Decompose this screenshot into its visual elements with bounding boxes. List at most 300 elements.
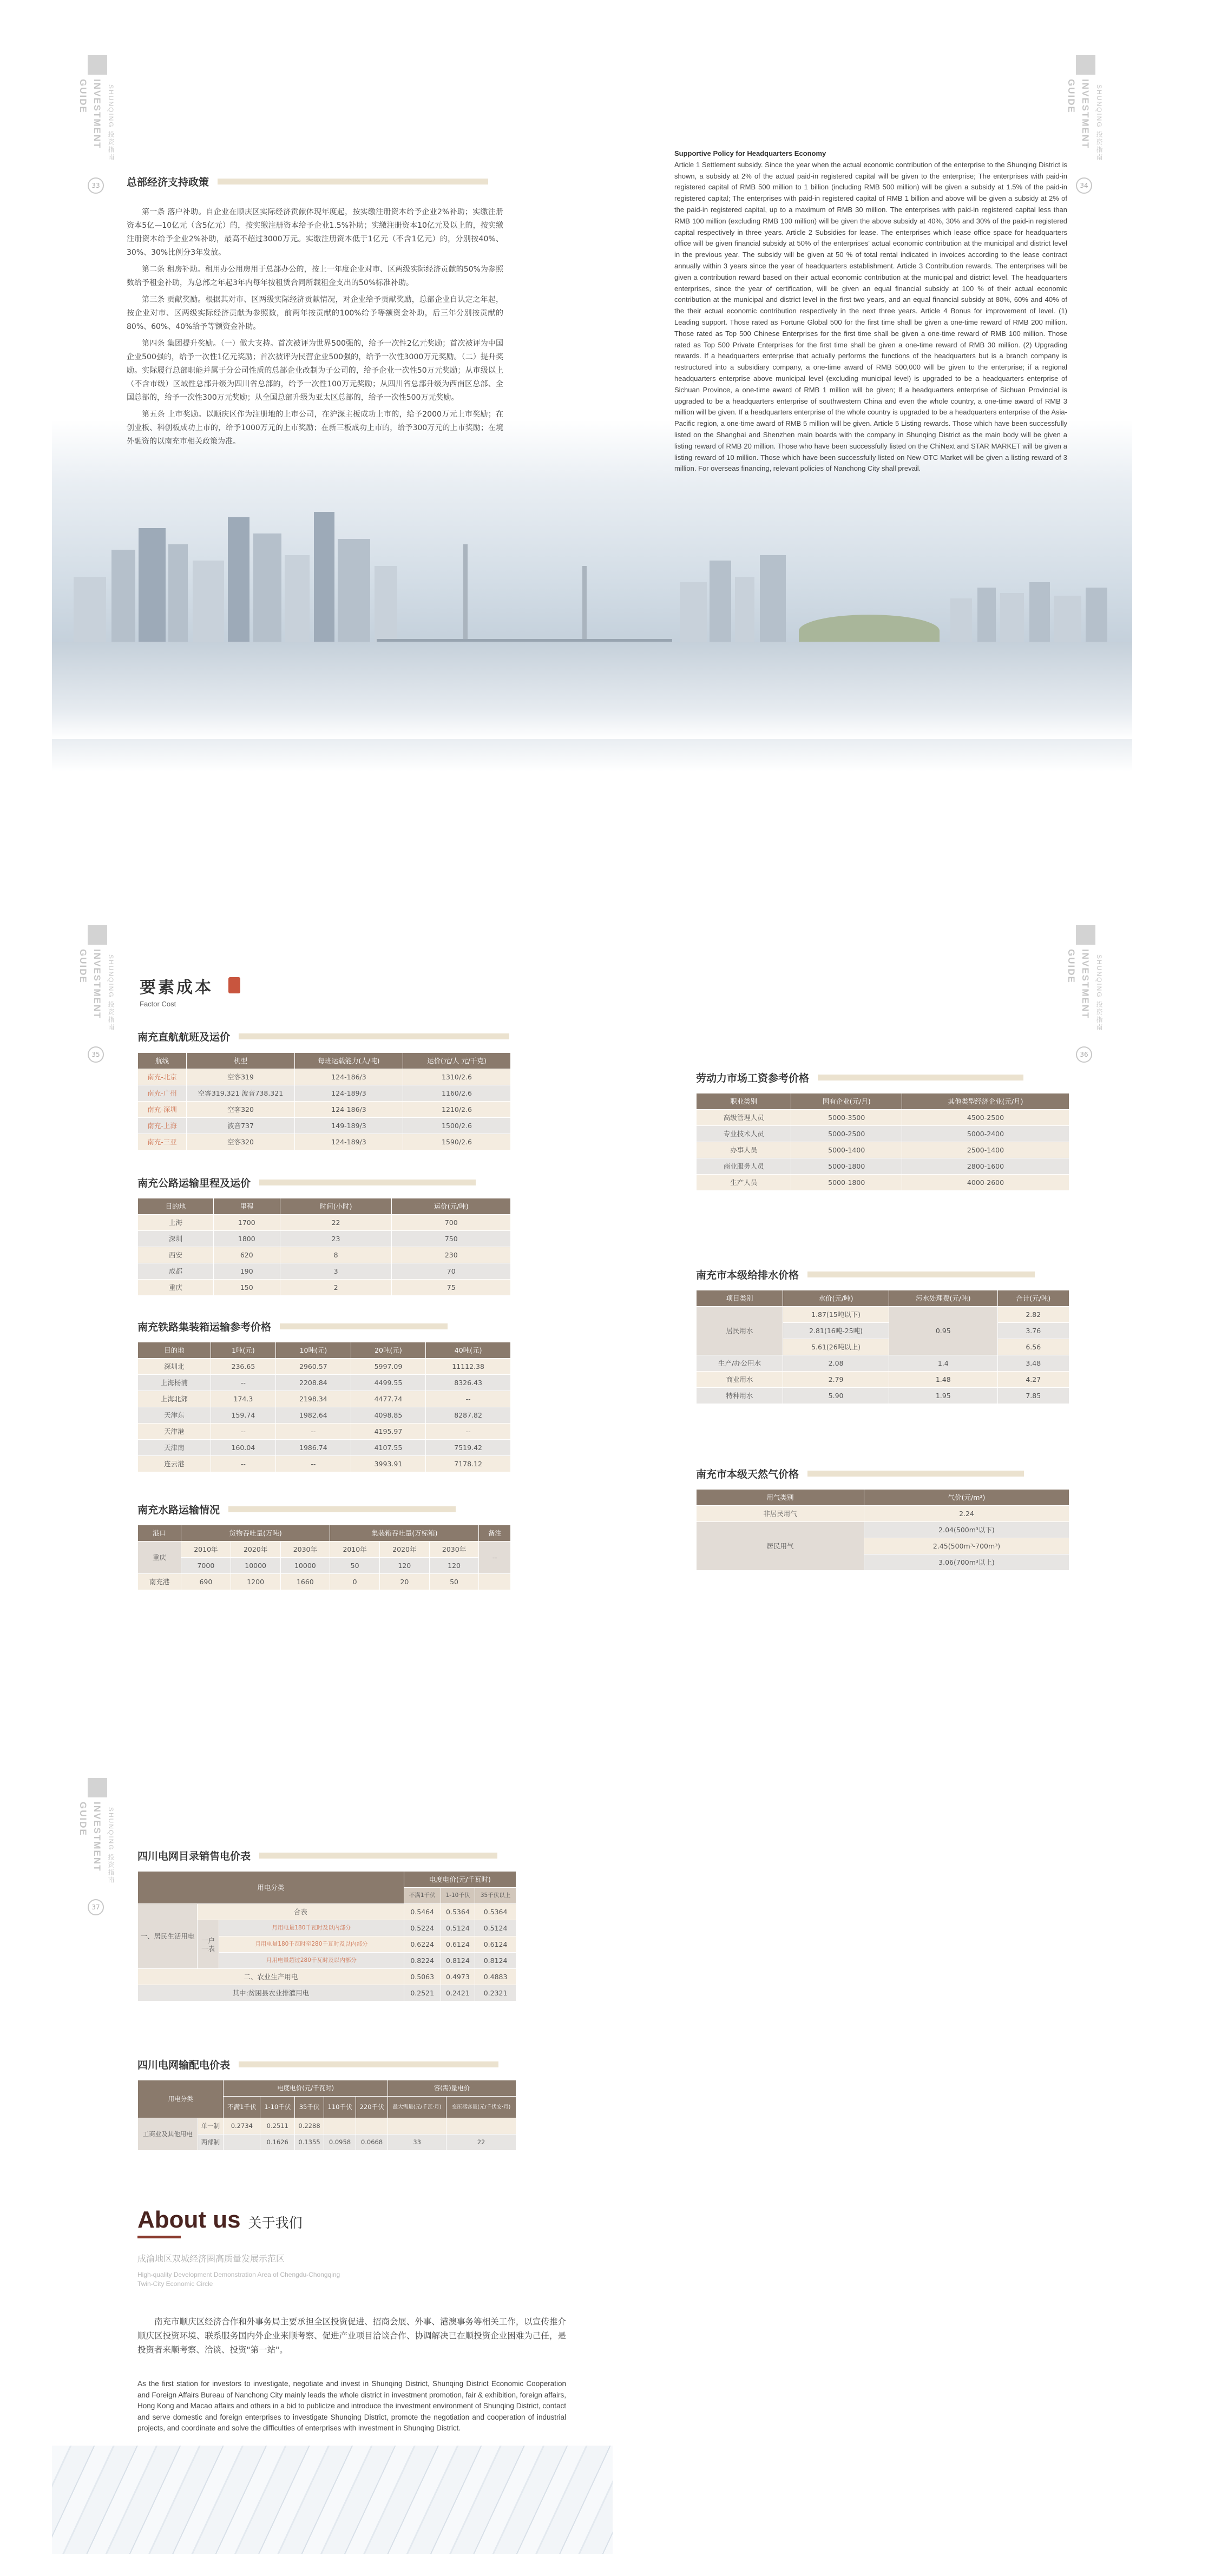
table-cell: 上海北郊 <box>138 1391 211 1407</box>
table-cell: 空客320 <box>187 1102 295 1118</box>
table-cell: 0.2511 <box>260 2118 295 2134</box>
page-number: 36 <box>1076 1046 1092 1063</box>
table-cell: 230 <box>392 1247 511 1263</box>
table-header: 国有企业(元/月) <box>791 1093 902 1110</box>
about-title-cn: 关于我们 <box>248 2216 303 2231</box>
table-row <box>697 1506 1069 1522</box>
table-row <box>138 1069 511 1085</box>
table-cell: 7000 <box>181 1558 231 1574</box>
water-price-table <box>696 1290 1069 1404</box>
table-header: 里程 <box>213 1198 280 1215</box>
table-row <box>138 1574 511 1590</box>
table-cell: 深圳北 <box>138 1359 211 1375</box>
table-cell: 750 <box>392 1231 511 1247</box>
factor-cost-heading: 要素成本 <box>140 978 213 997</box>
side-label-cn: SHUNQING 投资指南 <box>107 954 115 1032</box>
table-cell: 两部制 <box>198 2134 224 2151</box>
section-title <box>127 174 488 189</box>
table-cell: 合表 <box>198 1904 404 1920</box>
table-cell: 特种用水 <box>697 1388 783 1404</box>
table-cell: 西安 <box>138 1247 214 1263</box>
table-cell: 天津南 <box>138 1440 211 1456</box>
table-row <box>138 1904 516 1920</box>
table-cell: 南充-深圳 <box>138 1102 187 1118</box>
table-header: 用气类别 <box>697 1490 864 1506</box>
table-cell: 4477.74 <box>351 1391 426 1407</box>
table-header: 1-10千伏 <box>260 2097 295 2118</box>
table-cell: -- <box>211 1375 275 1391</box>
labor-wage-table <box>696 1093 1069 1191</box>
table-cell: 0.6224 <box>404 1936 441 1953</box>
side-label: INVESTMENT GUIDE <box>78 1802 102 1872</box>
title-underline <box>259 1853 497 1859</box>
table-cell: 4499.55 <box>351 1375 426 1391</box>
section-title-text: 劳动力市场工资参考价格 <box>696 1072 810 1084</box>
table-row <box>697 1126 1069 1142</box>
table-row <box>697 1372 1069 1388</box>
policy-title-en: Supportive Policy for Headquarters Economy <box>674 149 826 157</box>
table-cell: 1.87(15吨以下) <box>783 1307 889 1323</box>
table-header: 航线 <box>138 1053 187 1069</box>
table-header: 目的地 <box>138 1342 211 1359</box>
table-cell: 8287.82 <box>426 1407 511 1424</box>
table-cell: 0.6124 <box>475 1936 516 1953</box>
table-cell: 0.2321 <box>475 1985 516 2001</box>
table-cell: 3.76 <box>997 1323 1069 1339</box>
table-header: 目的地 <box>138 1198 214 1215</box>
side-label: INVESTMENT GUIDE <box>1066 949 1091 1019</box>
table-header: 1吨(元) <box>211 1342 275 1359</box>
table-cell: -- <box>426 1391 511 1407</box>
about-title <box>137 2206 303 2234</box>
table-cell: 0.4973 <box>441 1969 475 1985</box>
table-cell: 1590/2.6 <box>403 1134 511 1150</box>
side-label-cn: SHUNQING 投资指南 <box>1095 84 1103 162</box>
table-header: 220千伏 <box>356 2097 388 2118</box>
table-cell: 重庆 <box>138 1280 214 1296</box>
table-cell: 5.90 <box>783 1388 889 1404</box>
table-cell: 4195.97 <box>351 1424 426 1440</box>
table-cell: 0.5364 <box>475 1904 516 1920</box>
factor-cost-subheading: Factor Cost <box>140 1000 176 1008</box>
table-header: 运价(元/人 元/千克) <box>403 1053 511 1069</box>
table-cell: 50 <box>429 1574 479 1590</box>
table-cell: 月用电量180千瓦时至280千瓦时及以内部分 <box>219 1936 404 1953</box>
table-cell: 0.5364 <box>441 1904 475 1920</box>
table-cell: 124-189/3 <box>295 1134 403 1150</box>
table-cell: 2020年 <box>379 1541 429 1558</box>
table-cell: 月用电量180千瓦时及以内部分 <box>219 1920 404 1936</box>
table-row <box>697 1522 1069 1538</box>
section-title-text: 总部经济支持政策 <box>127 176 209 188</box>
table-cell: 1310/2.6 <box>403 1069 511 1085</box>
side-tab-marker <box>88 925 107 945</box>
table-cell: 22 <box>280 1215 392 1231</box>
table-header: 备注 <box>479 1525 511 1541</box>
table-cell: 7178.12 <box>426 1456 511 1472</box>
seal-icon <box>228 977 240 993</box>
table-row <box>138 1407 511 1424</box>
table-cell: 1800 <box>213 1231 280 1247</box>
table-cell: 非居民用气 <box>697 1506 864 1522</box>
table-cell: 1660 <box>280 1574 330 1590</box>
table-cell: 23 <box>280 1231 392 1247</box>
table-cell: 工商业及其他用电 <box>138 2118 198 2151</box>
table-cell: 124-186/3 <box>295 1069 403 1085</box>
table-cell: 商业服务人员 <box>697 1158 791 1175</box>
side-tab-marker <box>88 55 107 75</box>
table-cell: -- <box>426 1424 511 1440</box>
table-cell: 0.8224 <box>404 1953 441 1969</box>
table-header: 电度电价(元/千瓦时) <box>404 1872 516 1888</box>
table-cell: 上海杨浦 <box>138 1375 211 1391</box>
table-cell: 2030年 <box>429 1541 479 1558</box>
table-cell: 11112.38 <box>426 1359 511 1375</box>
section-title <box>137 1319 448 1334</box>
table-cell: 8 <box>280 1247 392 1263</box>
side-label: INVESTMENT GUIDE <box>1066 79 1091 149</box>
table-cell: 4.27 <box>997 1372 1069 1388</box>
table-header: 运价(元/吨) <box>392 1198 511 1215</box>
table-row <box>138 1541 511 1558</box>
table-cell: 一、居民生活用电 <box>138 1904 198 1969</box>
table-cell: 0.6124 <box>441 1936 475 1953</box>
table-cell: 办事人员 <box>697 1142 791 1158</box>
table-row <box>138 1456 511 1472</box>
table-row <box>138 1424 511 1440</box>
table-row <box>138 1247 511 1263</box>
table-row <box>138 1118 511 1134</box>
table-cell: 70 <box>392 1263 511 1280</box>
side-tab-marker <box>1076 925 1095 945</box>
about-title-en: About us <box>137 2206 241 2233</box>
table-cell: 南充-广州 <box>138 1085 187 1102</box>
table-cell: 上海 <box>138 1215 214 1231</box>
table-cell: 2010年 <box>330 1541 380 1558</box>
table-header: 20吨(元) <box>351 1342 426 1359</box>
table-cell: 3993.91 <box>351 1456 426 1472</box>
table-cell: 0.1355 <box>295 2134 324 2151</box>
table-cell: 5000-1800 <box>791 1175 902 1191</box>
table-header: 不满1千伏 <box>224 2097 260 2118</box>
table-header: 水价(元/吨) <box>783 1290 889 1307</box>
section-title-text: 四川电网输配电价表 <box>137 2059 231 2071</box>
title-underline <box>259 1180 476 1185</box>
section-title <box>696 1466 1024 1481</box>
table-cell: 重庆 <box>138 1541 181 1574</box>
policy-paragraph: 第二条 租房补助。租用办公用房用于总部办公的，按上一年度企业对市、区两级实际经济贡献的50%为参照数给予租金补助，为总部之年起3年内每年按租赁合同所载租金支出的50%标准补助。 <box>127 265 503 287</box>
table-row <box>138 1134 511 1150</box>
table-cell: 33 <box>388 2134 446 2151</box>
table-header: 气价(元/m³) <box>864 1490 1069 1506</box>
table-cell: 150 <box>213 1280 280 1296</box>
section-title-text: 南充市本级给排水价格 <box>696 1269 799 1281</box>
table-cell: 其中:贫困县农业排灌用电 <box>138 1985 404 2001</box>
table-row <box>138 1231 511 1247</box>
table-header: 合计(元/吨) <box>997 1290 1069 1307</box>
section-title-text: 南充直航航班及运价 <box>137 1031 231 1043</box>
table-cell: 南充-上海 <box>138 1118 187 1134</box>
table-cell: 1.48 <box>889 1372 998 1388</box>
factor-cost-spread <box>52 866 1132 1623</box>
title-underline <box>239 1033 509 1039</box>
table-cell: 2.04(500m³以下) <box>864 1522 1069 1538</box>
gas-price-table <box>696 1489 1069 1571</box>
table-cell: 空客319 <box>187 1069 295 1085</box>
table-cell: 0.5124 <box>441 1920 475 1936</box>
table-row <box>138 1558 511 1574</box>
title-underline <box>807 1471 1024 1477</box>
table-header: 用电分类 <box>138 1872 404 1904</box>
table-header: 职业类别 <box>697 1093 791 1110</box>
section-title <box>696 1267 1035 1282</box>
table-cell: 居民用气 <box>697 1522 864 1571</box>
side-label: INVESTMENT GUIDE <box>78 79 102 149</box>
table-row <box>697 1175 1069 1191</box>
section-title <box>137 1175 476 1190</box>
about-body-en: As the first station for investors to investigate, negotiate and invest in Shunqing District, Shunqing District Economic Cooperation and Foreign Affairs Bureau of Nanchong City mainly leads the whole district in investment promotion, fair & exhibition, foreign affairs, Hong Kong and Macao affairs and others in a bid to publicize and introduce the investment environment of Shunqing District, contact and serve domestic and foreign enterprises to investigate Shunqing District, promote the negotiation and cooperation of industrial projects, and coordinate and solve the difficulties of enterprises with investment in Shunqing District. <box>137 2380 566 2432</box>
table-cell: 690 <box>181 1574 231 1590</box>
table-header: 变压器容量(元/千伏安·月) <box>446 2097 516 2118</box>
table-row <box>138 1085 511 1102</box>
table-cell: 0.0668 <box>356 2134 388 2151</box>
table-cell: 3 <box>280 1263 392 1280</box>
table-row <box>138 1440 511 1456</box>
table-header: 容(需)量电价 <box>388 2080 516 2097</box>
table-cell: 3.48 <box>997 1355 1069 1372</box>
table-cell: 4107.55 <box>351 1440 426 1456</box>
section-title <box>137 1029 509 1044</box>
table-header: 其他类型经济企业(元/月) <box>902 1093 1069 1110</box>
policy-text-en: Article 1 Settlement subsidy. Since the year when the actual economic contribution of the enterprise to the Shunqing District is shown, a subsidy at 2% of the actual paid-in registered capital will be given to the enterprise; The enterprises with paid-in registered capital of RMB 500 million to 1 billion (including RMB 500 million) will be given a subsidy at 1.5% of the paid-in registered capital; The enterprises with paid-in registered capital of RMB 1 billion and above will be given a subsidy at 2% of the paid-in registered capital, up to a maximum of RMB 30 million. The enterprises with paid-in registered capital less than RMB 100 million (excluding RMB 100 million) will be given the above subsidy at 40%, 30% and 30% of the paid-in registered capital respectively in three years. Article 2 Subsidies for lease. The enterprises which lease office space for headquarters office will be given financial subsidy at 50% of the enterprises' actual economic contribution at the municipal and district level in the previous year. The subsidy will be given at 50 % of total rental indicated in invoices according to the lease contract annually within 3 years since the year of headquarters establishment. Article 3 Contribution rewards. The enterprises will be given a contribution reward based on their actual economic contribution at the municipal and district level. The headquarters enterprises, since the year of certification, will be given an equal financial subsidy at 100 % of their actual economic contribution at the municipal and district level in the first two years, and an equal financial subsidy at 80%, 60% and 40% of the their actual economic contribution respectively in the next three years. Article 4 Bonus for improvement of level. (1) Leading support. Those rated as Fortune Global 500 for the first time shall be given a one-time reward of RMB 200 million. Those rated as Top 500 Chinese Enterprises for the first time shall be given a one-time reward of RMB 100 million. Those rated as Top 500 Private Enterprises for the first time shall be given a one-time reward of RMB 30 million. (2) Upgrading rewards. If a headquarters enterprise that actually performs the functions of the headquarters but is a branch company is restructured into a subsidiary company, a one-time award of RMB 500,000 will be given to the enterprise; if a regional headquarters enterprise above municipal level (excluding municipal level) is upgraded to be a headquarters enterprise of Sichuan Province, a one-time award of RMB 1 million will be given; If a headquarters enterprise of Sichuan Provincial is upgraded to be a headquarters enterprise of southwestern China and even the whole country, a one-time award of RMB 3 million will be given. If a headquarters enterprise of the whole country is upgraded to be a headquarters enterprise of the Asia-Pacific region, a one-time award of RMB 5 million will be given. Article 5 Listing rewards. Those which have been successfully listed on the Shanghai and Shenzhen main boards with the company in Shunqing District as the main body will be given a listing reward of RMB 20 million. Those who have been successfully listed on the ChiNext and STAR MARKET will be given a listing reward of 10 million. Those which have been successfully listed on New OTC Market will be given a listing reward of 3 million. For overseas financing, relevant policies of Nanchong City shall prevail. <box>674 160 1067 473</box>
table-cell: 236.65 <box>211 1359 275 1375</box>
table-cell: 0.2521 <box>404 1985 441 2001</box>
table-header: 时间(小时) <box>280 1198 392 1215</box>
table-cell <box>324 2118 356 2134</box>
table-row <box>697 1110 1069 1126</box>
title-underline <box>218 179 488 185</box>
electricity-about-page <box>52 1726 613 2538</box>
table-cell: 空客319.321 波音738.321 <box>187 1085 295 1102</box>
table-cell: 0.4883 <box>475 1969 516 1985</box>
table-cell: 1.95 <box>889 1388 998 1404</box>
table-header: 集装箱吞吐量(万标箱) <box>330 1525 479 1541</box>
table-cell: 2 <box>280 1280 392 1296</box>
table-cell: -- <box>211 1424 275 1440</box>
table-header: 40吨(元) <box>426 1342 511 1359</box>
table-cell: 1160/2.6 <box>403 1085 511 1102</box>
table-cell <box>388 2118 446 2134</box>
table-cell: 2010年 <box>181 1541 231 1558</box>
title-underline <box>280 1323 448 1329</box>
table-cell: 南充港 <box>138 1574 181 1590</box>
table-cell: 0.0958 <box>324 2134 356 2151</box>
table-cell: 6.56 <box>997 1339 1069 1355</box>
table-header: 机型 <box>187 1053 295 1069</box>
table-row <box>138 1215 511 1231</box>
table-cell: 2960.57 <box>276 1359 351 1375</box>
title-underline <box>239 2061 498 2067</box>
table-cell: 天津东 <box>138 1407 211 1424</box>
table-cell: 生产人员 <box>697 1175 791 1191</box>
table-row <box>138 1391 511 1407</box>
table-cell: 0.2288 <box>295 2118 324 2134</box>
table-cell: 连云港 <box>138 1456 211 1472</box>
table-cell: 波音737 <box>187 1118 295 1134</box>
about-underline <box>137 2236 181 2238</box>
table-cell: 南充-三亚 <box>138 1134 187 1150</box>
table-cell: -- <box>276 1456 351 1472</box>
policy-paragraph: 第四条 集团提升奖励。（一）做大支持。首次被评为世界500强的，给予一次性2亿元奖励；首次被评为中国企业500强的，给予一次性1亿元奖励；首次被评为民营企业500强的，给予一次性3000万元奖励。（二）提升奖励。实际履行总部职能并属于分公司性质的总部企业改制为子公司的，给予企业一次性50万元奖励；从市级以上（不含市级）区域性总部升级为四川省总部的，给予一次性100万元奖励；从四川省总部升级为西南区总部、全国总部的，给予一次性300万元奖励；从全国总部升级为亚太区总部的，给予一次性500万元奖励。 <box>127 339 503 402</box>
policy-body-en <box>674 148 1067 475</box>
table-header: 1-10千伏 <box>441 1888 475 1904</box>
policy-paragraph: 第一条 落户补助。自企业在顺庆区实际经济贡献体现年度起，按实缴注册资本给予企业2%补助；实缴注册资本5亿—10亿元（含5亿元）的，按实缴注册资本给予企业1.5%补助；实缴注册资本10亿元及以上的，按实缴注册资本给予企业2%补助，最高不超过3000万元。实缴注册资本低于1亿元（不含1亿元）的，分别按40%、30%、30%比例分3年发放。 <box>127 208 503 257</box>
section-title <box>137 2057 498 2072</box>
table-header: 电度电价(元/千瓦时) <box>224 2080 388 2097</box>
table-row <box>697 1142 1069 1158</box>
table-cell: 190 <box>213 1263 280 1280</box>
table-cell: 22 <box>446 2134 516 2151</box>
table-header: 35千伏以上 <box>475 1888 516 1904</box>
table-cell: 3.06(700m³以上) <box>864 1554 1069 1571</box>
title-underline <box>807 1271 1035 1277</box>
table-cell: 124-186/3 <box>295 1102 403 1118</box>
table-cell: 高级管理人员 <box>697 1110 791 1126</box>
table-cell: 0 <box>330 1574 380 1590</box>
table-cell: 二、农业生产用电 <box>138 1969 404 1985</box>
table-cell: 0.2734 <box>224 2118 260 2134</box>
table-row <box>138 1263 511 1280</box>
table-cell: 149-189/3 <box>295 1118 403 1134</box>
table-cell: 2.24 <box>864 1506 1069 1522</box>
policy-paragraph: 第三条 贡献奖励。根据其对市、区两级实际经济贡献情况，对企业给予贡献奖励，总部企业自认定之年起，按企业对市、区两级实际经济贡献为参照数，前两年按贡献的100%给予等额资金补助，后三年分别按贡献的80%、60%、40%给予等额资金补助。 <box>127 295 503 331</box>
electricity-sales-table <box>137 1871 516 2001</box>
table-header: 用电分类 <box>138 2080 224 2118</box>
table-cell <box>356 2118 388 2134</box>
section-title-text: 南充公路运输里程及运价 <box>137 1177 251 1189</box>
table-row <box>138 1280 511 1296</box>
table-cell: 0.8124 <box>441 1953 475 1969</box>
table-cell: 2.08 <box>783 1355 889 1372</box>
page-number: 34 <box>1076 177 1092 194</box>
table-cell: 空客320 <box>187 1134 295 1150</box>
section-title <box>137 1502 456 1517</box>
table-cell: 50 <box>330 1558 380 1574</box>
table-cell: 南充-北京 <box>138 1069 187 1085</box>
table-cell: 1700 <box>213 1215 280 1231</box>
table-row <box>697 1388 1069 1404</box>
table-cell: 620 <box>213 1247 280 1263</box>
table-cell: 159.74 <box>211 1407 275 1424</box>
side-label-cn: SHUNQING 投资指南 <box>107 1807 115 1885</box>
about-body-cn: 南充市顺庆区经济合作和外事务局主要承担全区投资促进、招商会展、外事、港澳事务等相关工作，以宣传推介顺庆区投资环境、联系服务国内外企业来顺考察、促进产业项目洽谈合作、协调解决已在顺投资企业困难为己任，是投资者来顺考察、洽谈、投资"第一站"。 <box>137 2317 566 2355</box>
table-cell: 5000-3500 <box>791 1110 902 1126</box>
table-row <box>138 1102 511 1118</box>
section-title-text: 南充水路运输情况 <box>137 1504 220 1516</box>
table-cell: 0.95 <box>889 1307 998 1355</box>
table-cell: 0.5224 <box>404 1920 441 1936</box>
table-cell: 月用电量超过280千瓦时及以内部分 <box>219 1953 404 1969</box>
side-label: INVESTMENT GUIDE <box>78 949 102 1019</box>
table-row <box>138 1359 511 1375</box>
water-transport-table <box>137 1525 511 1590</box>
table-cell: 2800-1600 <box>902 1158 1069 1175</box>
table-cell: 7.85 <box>997 1388 1069 1404</box>
table-header: 不满1千伏 <box>404 1888 441 1904</box>
table-cell: 120 <box>379 1558 429 1574</box>
table-cell: 160.04 <box>211 1440 275 1456</box>
table-header: 110千伏 <box>324 2097 356 2118</box>
side-label-cn: SHUNQING 投资指南 <box>1095 954 1103 1032</box>
policy-spread <box>52 52 1132 788</box>
glass-building-photo <box>52 2446 613 2554</box>
table-cell: 4098.85 <box>351 1407 426 1424</box>
table-row <box>697 1355 1069 1372</box>
table-cell <box>224 2134 260 2151</box>
table-row <box>138 2118 516 2134</box>
table-header: 港口 <box>138 1525 181 1541</box>
side-tab-marker <box>88 1778 107 1797</box>
table-cell: 1.4 <box>889 1355 998 1372</box>
table-row <box>138 1375 511 1391</box>
table-cell: 专业技术人员 <box>697 1126 791 1142</box>
transmission-price-table <box>137 2080 516 2151</box>
side-tab-marker <box>1076 55 1095 75</box>
table-cell: 成都 <box>138 1263 214 1280</box>
table-cell: 居民用水 <box>697 1307 783 1355</box>
table-cell: 5997.09 <box>351 1359 426 1375</box>
page-number: 35 <box>88 1046 104 1063</box>
table-cell: 一户一表 <box>198 1920 219 1969</box>
section-title <box>696 1070 1023 1085</box>
table-cell: 1982.64 <box>276 1407 351 1424</box>
table-cell: 0.5063 <box>404 1969 441 1985</box>
air-fare-table <box>137 1052 511 1150</box>
title-underline <box>818 1075 1023 1081</box>
table-cell: -- <box>211 1456 275 1472</box>
table-cell: 5000-2500 <box>791 1126 902 1142</box>
table-cell: 700 <box>392 1215 511 1231</box>
table-cell: 4000-2600 <box>902 1175 1069 1191</box>
table-cell: -- <box>276 1424 351 1440</box>
title-underline <box>228 1506 456 1512</box>
section-title-text: 南充市本级天然气价格 <box>696 1468 799 1480</box>
table-cell: 8326.43 <box>426 1375 511 1391</box>
table-cell: 2208.84 <box>276 1375 351 1391</box>
table-cell: 7519.42 <box>426 1440 511 1456</box>
table-cell: 2198.34 <box>276 1391 351 1407</box>
table-cell: 1210/2.6 <box>403 1102 511 1118</box>
table-cell: 5000-2400 <box>902 1126 1069 1142</box>
table-cell: 120 <box>429 1558 479 1574</box>
table-cell: 2.45(500m³-700m³) <box>864 1538 1069 1554</box>
section-title-text: 四川电网目录销售电价表 <box>137 1850 251 1862</box>
table-header: 每班运载能力(人/吨) <box>295 1053 403 1069</box>
table-cell: 124-189/3 <box>295 1085 403 1102</box>
about-subtitle: 成渝地区双城经济圈高质量发展示范区 <box>137 2254 285 2264</box>
table-cell: 75 <box>392 1280 511 1296</box>
table-cell: 5000-1400 <box>791 1142 902 1158</box>
table-header: 10吨(元) <box>276 1342 351 1359</box>
table-header: 35千伏 <box>295 2097 324 2118</box>
table-row <box>138 1985 516 2001</box>
table-cell: 0.8124 <box>475 1953 516 1969</box>
table-cell: 商业用水 <box>697 1372 783 1388</box>
table-cell <box>479 1574 511 1590</box>
policy-paragraph: 第五条 上市奖励。以顺庆区作为注册地的上市公司，在沪深主板成功上市的，给予2000万元上市奖励；在创业板、科创板成功上市的，给予1000万元的上市奖励；在新三板成功上市的，给予300万元的上市奖励；在境外融资的以南充市相关政策为准。 <box>127 410 503 446</box>
table-cell: 1986.74 <box>276 1440 351 1456</box>
about-subtitle-en: High-quality Development Demonstration Area of Chengdu-Chongqing Twin-City Economic Circle <box>137 2271 340 2288</box>
